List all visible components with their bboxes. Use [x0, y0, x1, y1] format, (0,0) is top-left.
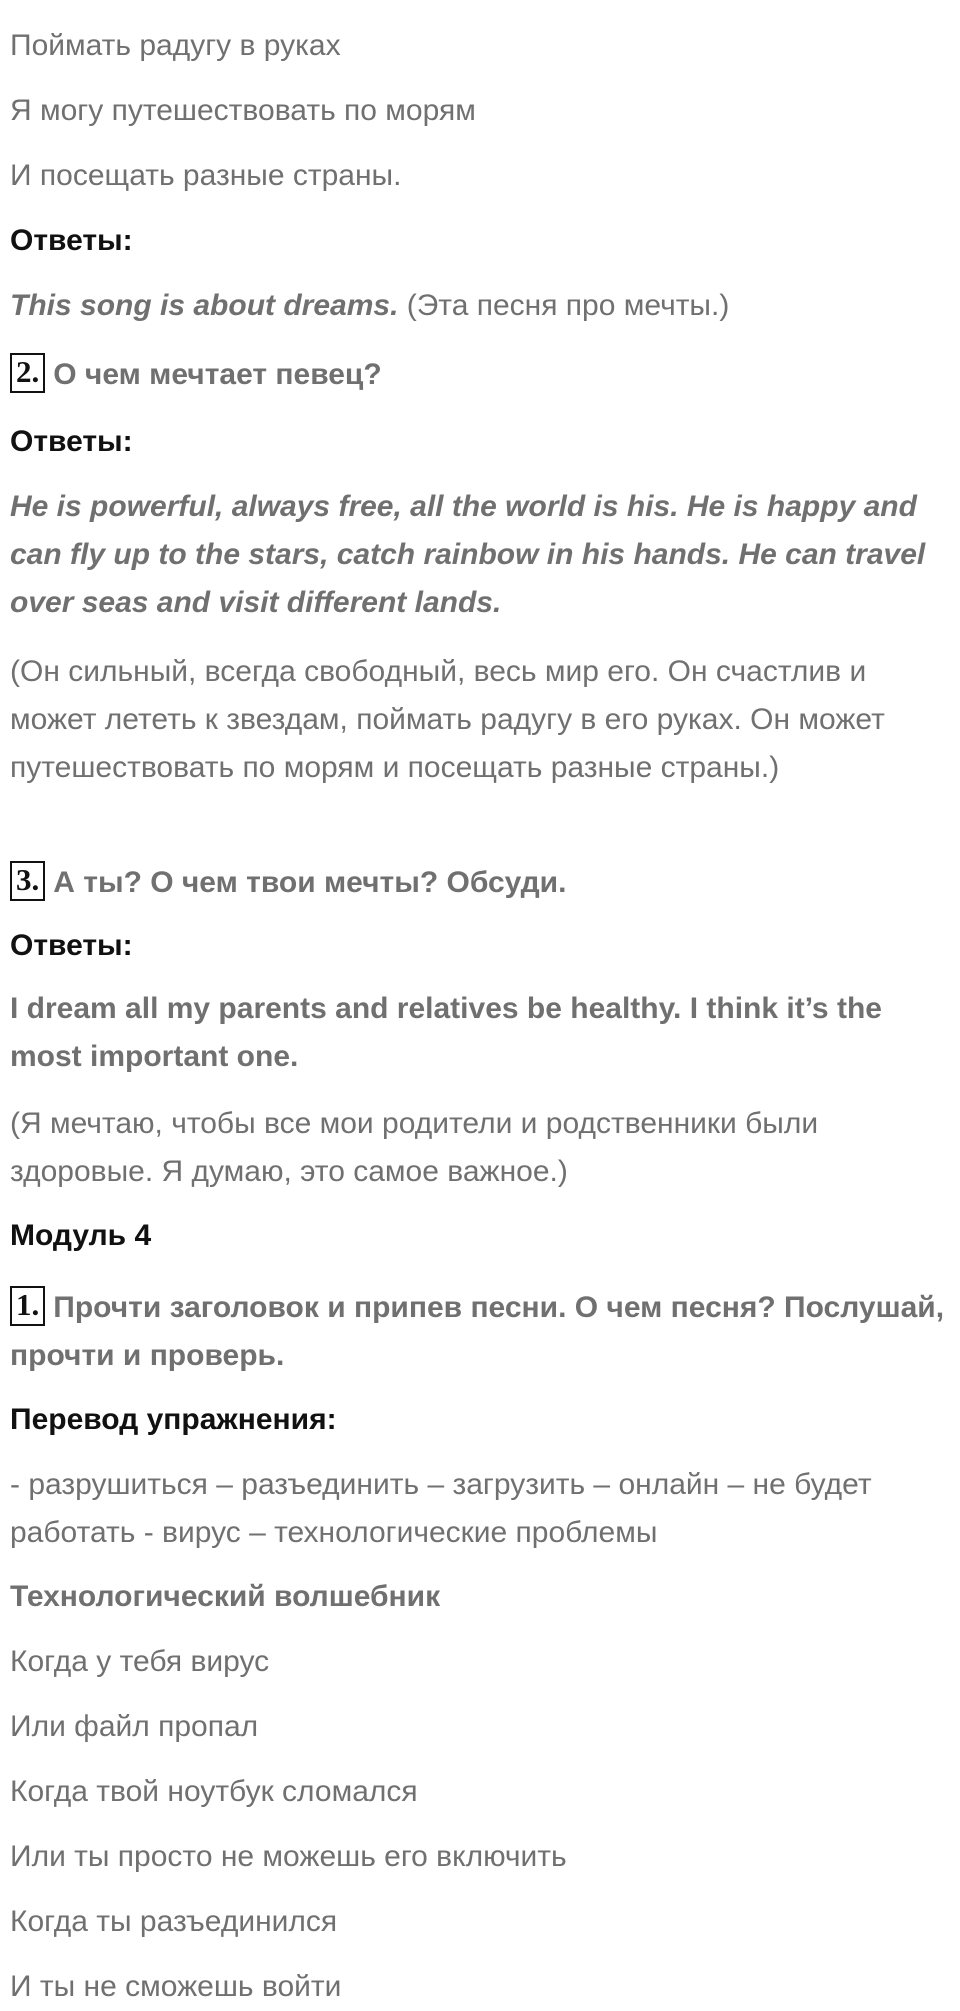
- song-line: И ты не сможешь войти: [10, 1970, 342, 2003]
- word-list: - разрушиться – разъединить – загрузить – онлайн – не будет работать - вирус – технологические проблемы: [10, 1468, 872, 1549]
- question-3: [10, 859, 954, 907]
- exercise-number-badge: 2.: [10, 353, 45, 393]
- song-line: Или файл пропал: [10, 1710, 259, 1743]
- question-3-text: А ты? О чем твои мечты? Обсуди.: [53, 866, 567, 899]
- answer-3-english: I dream all my parents and relatives be healthy. I think it’s the most important one.: [10, 992, 882, 1073]
- question-2: [10, 351, 954, 399]
- song-line: Или ты просто не можешь его включить: [10, 1840, 567, 1873]
- answer-2-russian: (Он сильный, всегда свободный, весь мир его. Он счастлив и может лететь к звездам, поймать радугу в его руках. Он может путешествовать по морям и посещать разные страны.): [10, 655, 885, 784]
- exercise-number-badge: 3.: [10, 861, 45, 901]
- song-title: Технологический волшебник: [10, 1580, 441, 1613]
- translation-heading: Перевод упражнения:: [10, 1403, 337, 1436]
- module-title: Модуль 4: [10, 1219, 152, 1252]
- question-2-text: О чем мечтает певец?: [53, 358, 382, 391]
- answer-1: [10, 282, 954, 330]
- song-line: Когда ты разъединился: [10, 1905, 338, 1938]
- answer-1-russian: (Эта песня про мечты.): [406, 289, 730, 322]
- answer-2-english: He is powerful, always free, all the world is his. He is happy and can fly up to the stars, catch rainbow in his hands. He can travel over seas and visit different lands.: [10, 490, 926, 619]
- answers-heading: Ответы:: [10, 224, 133, 257]
- answers-heading: Ответы:: [10, 425, 133, 458]
- answers-heading: Ответы:: [10, 929, 133, 962]
- module-task-1-text: Прочти заголовок и припев песни. О чем песня? Послушай, прочти и проверь.: [10, 1291, 945, 1372]
- exercise-number-badge: 1.: [10, 1286, 45, 1326]
- song-line: Когда у тебя вирус: [10, 1645, 270, 1678]
- module-task-1: [10, 1284, 954, 1380]
- answer-3-russian: (Я мечтаю, чтобы все мои родители и родственники были здоровые. Я думаю, это самое важное.): [10, 1107, 819, 1188]
- answer-1-english: This song is about dreams.: [10, 289, 399, 322]
- song-line: Когда твой ноутбук сломался: [10, 1775, 418, 1808]
- poem-line: Поймать радугу в руках: [10, 29, 341, 62]
- poem-line: И посещать разные страны.: [10, 159, 402, 192]
- poem-line: Я могу путешествовать по морям: [10, 94, 476, 127]
